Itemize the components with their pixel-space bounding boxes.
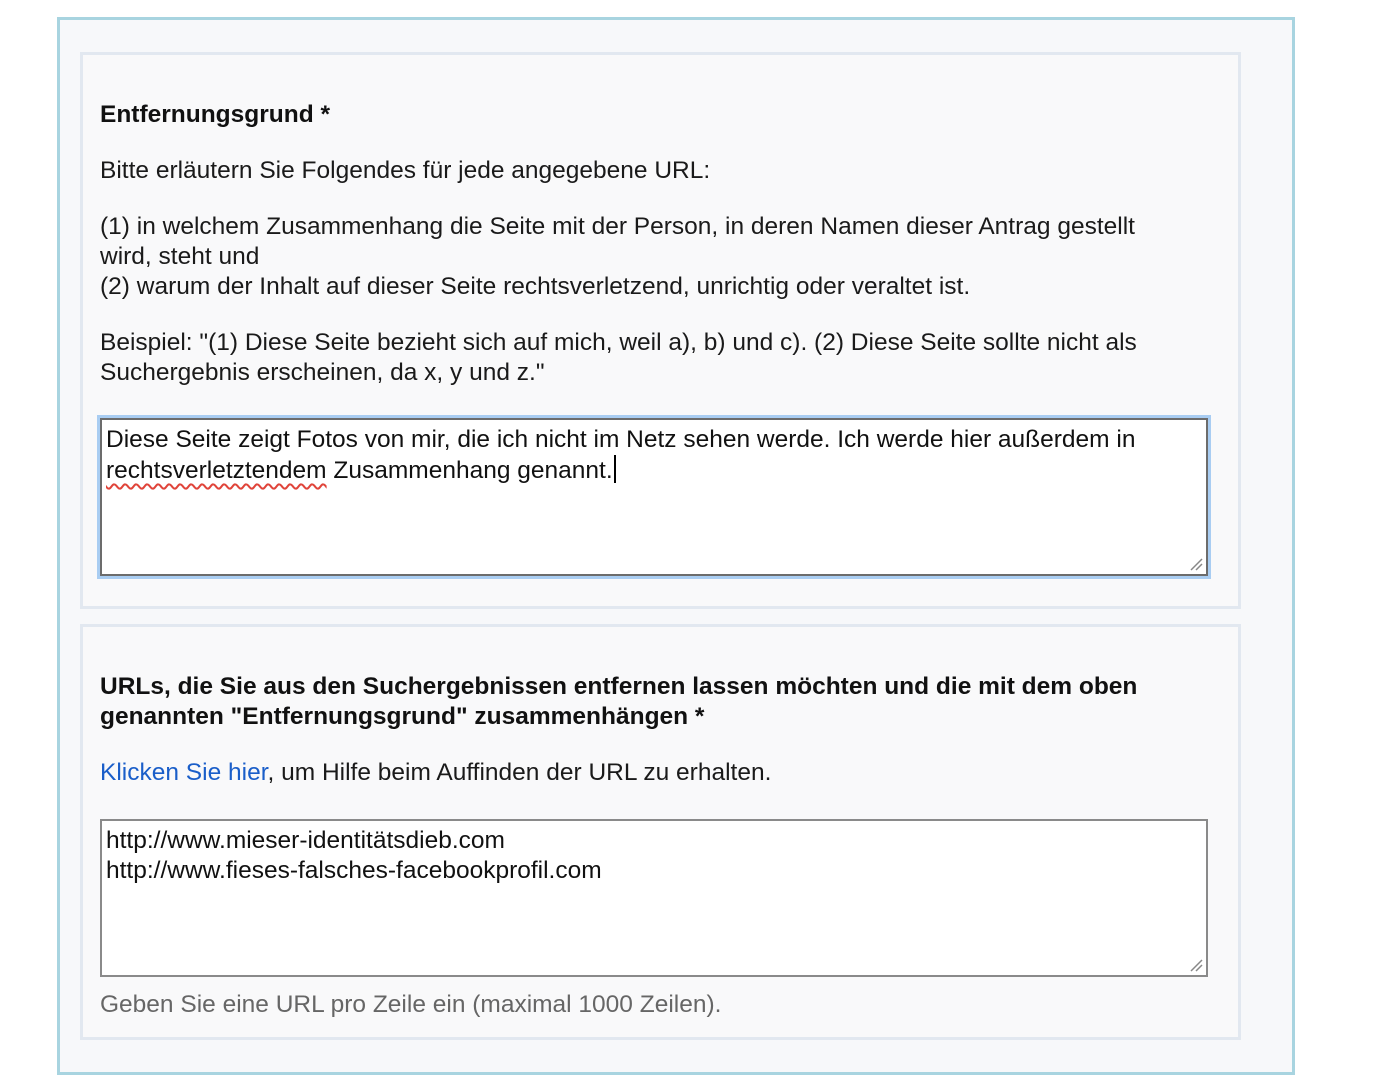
url-line: http://www.mieser-identitätsdieb.com [106,827,505,854]
text-caret [614,455,616,483]
reason-example [100,328,1210,388]
url-line: http://www.fieses-falsches-facebookprofil.com [106,857,602,884]
url-help-suffix: , um Hilfe beim Auffinden der URL zu erhalten. [267,759,772,786]
urls-title [100,672,1137,732]
url-input-hint: Geben Sie eine URL pro Zeile ein (maximal 1000 Zeilen). [100,991,722,1018]
resize-handle-icon[interactable] [1189,557,1203,571]
reason-point-2: (2) warum der Inhalt auf dieser Seite rechtsverletzend, unrichtig oder veraltet ist. [100,273,971,300]
reason-example-line-2: Suchergebnis erscheinen, da x, y und z." [100,359,545,386]
reason-intro: Bitte erläutern Sie Folgendes für jede angegebene URL: [100,157,711,184]
spelling-error-word[interactable]: rechtsverletztendem [106,457,327,484]
help-link[interactable]: Klicken Sie hier [100,759,268,786]
resize-handle-icon[interactable] [1189,958,1203,972]
urls-textarea[interactable] [100,819,1208,977]
reason-text-line-2-rest: Zusammenhang genannt. [326,457,613,484]
urls-title-line-1: URLs, die Sie aus den Suchergebnissen entfernen lassen möchten und die mit dem oben [100,673,1138,700]
reason-point-1-line-1: (1) in welchem Zusammenhang die Seite mit der Person, in deren Namen dieser Antrag gestellt [100,213,1135,240]
reason-point-1-line-2: wird, steht und [100,243,260,270]
removal-reason-section [80,52,1241,609]
urls-title-line-2: genannten "Entfernungsgrund" zusammenhängen * [100,703,705,730]
reason-text-line-1: Diese Seite zeigt Fotos von mir, die ich nicht im Netz sehen werde. Ich werde hier außerdem in [106,426,1136,453]
reason-title: Entfernungsgrund * [100,101,331,128]
urls-section [80,624,1241,1040]
reason-example-line-1: Beispiel: "(1) Diese Seite bezieht sich auf mich, weil a), b) und c). (2) Diese Seite sollte nicht als [100,329,1137,356]
reason-textarea[interactable] [100,418,1208,576]
reason-text-line-2 [106,455,1202,486]
reason-instructions [100,212,1210,302]
url-help-text [100,758,1210,788]
